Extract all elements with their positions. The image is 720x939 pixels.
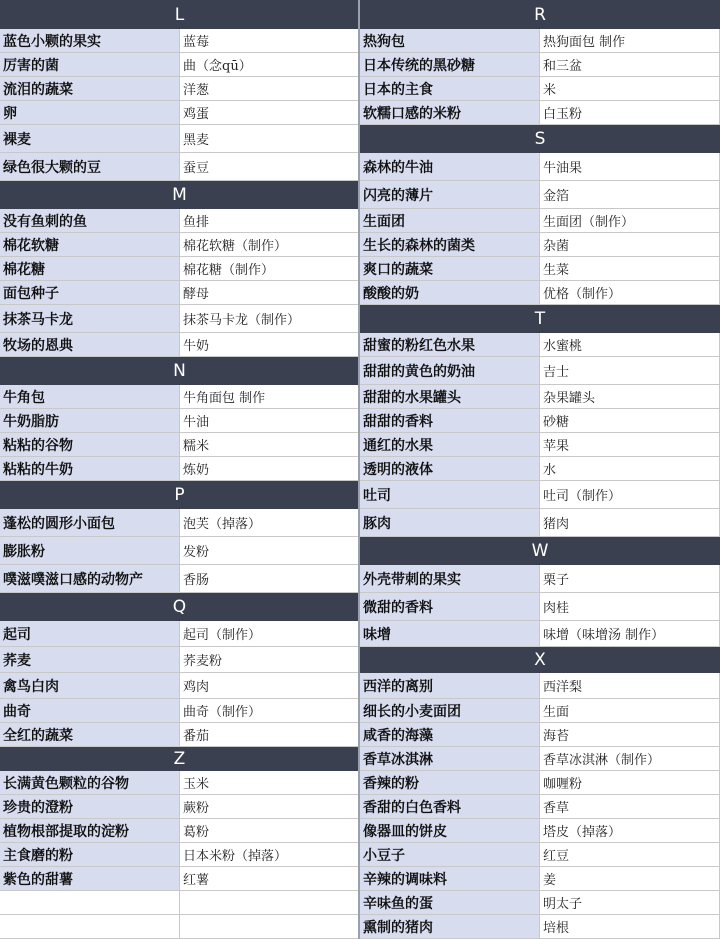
term-cell: 森林的牛油 [360, 153, 540, 181]
table-row [0, 795, 359, 819]
table-row [360, 357, 720, 385]
answer-cell: 玉米 [180, 771, 359, 795]
term-cell: 透明的液体 [360, 457, 540, 481]
answer-cell: 牛油果 [540, 153, 720, 181]
term-cell: 抹茶马卡龙 [0, 305, 180, 333]
answer-cell: 吐司（制作） [540, 481, 720, 509]
answer-cell: 抹茶马卡龙（制作） [180, 305, 359, 333]
table-row [360, 771, 720, 795]
answer-cell: 棉花糖（制作） [180, 257, 359, 281]
term-cell: 甜蜜的粉红色水果 [360, 333, 540, 357]
answer-cell: 香草 [540, 795, 720, 819]
blank-row [0, 891, 359, 915]
term-cell: 面包种子 [0, 281, 180, 305]
table-row [0, 77, 359, 101]
term-cell: 蓝色小颗的果实 [0, 29, 180, 53]
table-row [0, 53, 359, 77]
term-cell: 辛味鱼的蛋 [360, 891, 540, 915]
answer-cell: 苹果 [540, 433, 720, 457]
term-cell: 甜甜的黄色的奶油 [360, 357, 540, 385]
term-cell: 日本的主食 [360, 77, 540, 101]
answer-cell: 白玉粉 [540, 101, 720, 125]
term-cell: 小豆子 [360, 843, 540, 867]
section-header: T [360, 305, 720, 333]
table-row [360, 481, 720, 509]
table-row [0, 867, 359, 891]
answer-cell: 牛油 [180, 409, 359, 433]
answer-cell: 米 [540, 77, 720, 101]
answer-cell: 和三盆 [540, 53, 720, 77]
term-cell: 甜甜的香料 [360, 409, 540, 433]
answer-cell: 洋葱 [180, 77, 359, 101]
term-cell [0, 891, 180, 915]
answer-cell: 红薯 [180, 867, 359, 891]
answer-cell [180, 915, 359, 939]
answer-cell: 砂糖 [540, 409, 720, 433]
answer-cell: 牛奶 [180, 333, 359, 357]
table-row [360, 565, 720, 593]
term-cell: 香辣的粉 [360, 771, 540, 795]
term-cell: 软糯口感的米粉 [360, 101, 540, 125]
table-row [360, 233, 720, 257]
table-row [0, 281, 359, 305]
answer-cell: 塔皮（掉落） [540, 819, 720, 843]
term-cell: 辛辣的调味料 [360, 867, 540, 891]
table-row [0, 537, 359, 565]
answer-cell: 优格（制作） [540, 281, 720, 305]
answer-cell: 肉桂 [540, 593, 720, 621]
table-row [0, 457, 359, 481]
answer-cell [180, 891, 359, 915]
answer-cell: 生面 [540, 699, 720, 723]
term-cell: 蓬松的圆形小面包 [0, 509, 180, 537]
section-header: L [0, 0, 359, 29]
table-row [360, 843, 720, 867]
answer-cell: 鸡蛋 [180, 101, 359, 125]
table-row [0, 723, 359, 747]
term-cell: 牧场的恩典 [0, 333, 180, 357]
answer-cell: 酵母 [180, 281, 359, 305]
term-cell: 主食磨的粉 [0, 843, 180, 867]
term-cell: 像器皿的饼皮 [360, 819, 540, 843]
table-row [360, 257, 720, 281]
table-row [0, 509, 359, 537]
section-header: N [0, 357, 359, 385]
term-cell: 棉花糖 [0, 257, 180, 281]
table-row [360, 699, 720, 723]
table-row [360, 101, 720, 125]
term-cell: 紫色的甜薯 [0, 867, 180, 891]
term-cell: 生面团 [360, 209, 540, 233]
answer-cell: 蚕豆 [180, 153, 359, 181]
table-row [360, 153, 720, 181]
table-row [360, 53, 720, 77]
table-row [360, 593, 720, 621]
table-row [0, 621, 359, 647]
term-cell: 味增 [360, 621, 540, 647]
table-row [0, 233, 359, 257]
section-header: Z [0, 747, 359, 771]
answer-cell: 牛角面包 制作 [180, 385, 359, 409]
term-cell [0, 915, 180, 939]
table-row [360, 915, 720, 939]
answer-cell: 明太子 [540, 891, 720, 915]
term-cell: 西洋的离别 [360, 673, 540, 699]
answer-cell: 棉花软糖（制作） [180, 233, 359, 257]
answer-cell: 发粉 [180, 537, 359, 565]
table-row [0, 409, 359, 433]
answer-cell: 猪肉 [540, 509, 720, 537]
table-row [360, 891, 720, 915]
answer-cell: 西洋梨 [540, 673, 720, 699]
term-cell: 豚肉 [360, 509, 540, 537]
table-row [360, 333, 720, 357]
answer-cell: 生菜 [540, 257, 720, 281]
term-cell: 日本传统的黑砂糖 [360, 53, 540, 77]
answer-cell: 吉士 [540, 357, 720, 385]
table-row [0, 333, 359, 357]
term-cell: 荞麦 [0, 647, 180, 673]
term-cell: 棉花软糖 [0, 233, 180, 257]
table-row [360, 457, 720, 481]
term-cell: 牛角包 [0, 385, 180, 409]
answer-cell: 杂菌 [540, 233, 720, 257]
answer-cell: 荞麦粉 [180, 647, 359, 673]
answer-cell: 金箔 [540, 181, 720, 209]
table-row [360, 819, 720, 843]
answer-cell: 水蜜桃 [540, 333, 720, 357]
term-cell: 熏制的猪肉 [360, 915, 540, 939]
table-row [360, 77, 720, 101]
answer-cell: 栗子 [540, 565, 720, 593]
term-cell: 咸香的海藻 [360, 723, 540, 747]
answer-cell: 香肠 [180, 565, 359, 593]
section-header: X [360, 647, 720, 673]
term-cell: 微甜的香料 [360, 593, 540, 621]
blank-row [0, 915, 359, 939]
term-cell: 厉害的菌 [0, 53, 180, 77]
answer-cell: 姜 [540, 867, 720, 891]
answer-cell: 曲（念qū） [180, 53, 359, 77]
answer-cell: 咖喱粉 [540, 771, 720, 795]
table-row [360, 673, 720, 699]
table-row [0, 209, 359, 233]
term-cell: 牛奶脂肪 [0, 409, 180, 433]
table-row [360, 29, 720, 53]
section-header: M [0, 181, 359, 209]
table-row [360, 209, 720, 233]
answer-cell: 日本米粉（掉落） [180, 843, 359, 867]
answer-cell: 蓝莓 [180, 29, 359, 53]
table-row [0, 125, 359, 153]
table-row [0, 29, 359, 53]
answer-cell: 蕨粉 [180, 795, 359, 819]
answer-cell: 起司（制作） [180, 621, 359, 647]
term-cell: 长满黄色颗粒的谷物 [0, 771, 180, 795]
answer-cell: 香草冰淇淋（制作） [540, 747, 720, 771]
table-row [360, 433, 720, 457]
term-cell: 生长的森林的菌类 [360, 233, 540, 257]
answer-cell: 葛粉 [180, 819, 359, 843]
term-cell: 全红的蔬菜 [0, 723, 180, 747]
section-header: P [0, 481, 359, 509]
table-row [0, 673, 359, 699]
section-header: W [360, 537, 720, 565]
term-cell: 噗滋噗滋口感的动物产 [0, 565, 180, 593]
term-cell: 香甜的白色香料 [360, 795, 540, 819]
table-row [0, 257, 359, 281]
term-cell: 珍贵的澄粉 [0, 795, 180, 819]
table-row [0, 565, 359, 593]
answer-cell: 热狗面包 制作 [540, 29, 720, 53]
answer-cell: 红豆 [540, 843, 720, 867]
answer-cell: 番茄 [180, 723, 359, 747]
table-row [0, 699, 359, 723]
table-row [0, 771, 359, 795]
table-row [360, 723, 720, 747]
term-cell: 裸麦 [0, 125, 180, 153]
table-row [0, 385, 359, 409]
term-cell: 细长的小麦面团 [360, 699, 540, 723]
answer-cell: 鸡肉 [180, 673, 359, 699]
section-header: R [360, 0, 720, 29]
answer-cell: 炼奶 [180, 457, 359, 481]
term-cell: 绿色很大颗的豆 [0, 153, 180, 181]
table-row [360, 867, 720, 891]
term-cell: 闪亮的薄片 [360, 181, 540, 209]
term-cell: 甜甜的水果罐头 [360, 385, 540, 409]
term-cell: 禽鸟白肉 [0, 673, 180, 699]
answer-cell: 培根 [540, 915, 720, 939]
term-cell: 爽口的蔬菜 [360, 257, 540, 281]
term-cell: 粘粘的牛奶 [0, 457, 180, 481]
section-header: S [360, 125, 720, 153]
answer-cell: 生面团（制作） [540, 209, 720, 233]
table-row [0, 305, 359, 333]
term-cell: 没有鱼刺的鱼 [0, 209, 180, 233]
table-row [0, 101, 359, 125]
table-row [0, 843, 359, 867]
term-cell: 吐司 [360, 481, 540, 509]
term-cell: 卵 [0, 101, 180, 125]
term-cell: 粘粘的谷物 [0, 433, 180, 457]
table-row [360, 385, 720, 409]
answer-cell: 曲奇（制作） [180, 699, 359, 723]
term-cell: 外壳带刺的果实 [360, 565, 540, 593]
answer-cell: 海苔 [540, 723, 720, 747]
answer-cell: 糯米 [180, 433, 359, 457]
term-cell: 酸酸的奶 [360, 281, 540, 305]
table-row [0, 153, 359, 181]
section-header: Q [0, 593, 359, 621]
answer-cell: 泡芙（掉落） [180, 509, 359, 537]
table-row [0, 647, 359, 673]
term-cell: 起司 [0, 621, 180, 647]
term-cell: 通红的水果 [360, 433, 540, 457]
table-row [360, 621, 720, 647]
table-row [360, 281, 720, 305]
table-row [360, 509, 720, 537]
answer-cell: 味增（味增汤 制作） [540, 621, 720, 647]
answer-cell: 黑麦 [180, 125, 359, 153]
answer-cell: 水 [540, 457, 720, 481]
table-row [360, 747, 720, 771]
table-row [360, 181, 720, 209]
table-row [360, 795, 720, 819]
term-cell: 曲奇 [0, 699, 180, 723]
term-cell: 流泪的蔬菜 [0, 77, 180, 101]
answer-cell: 杂果罐头 [540, 385, 720, 409]
term-cell: 香草冰淇淋 [360, 747, 540, 771]
term-cell: 植物根部提取的淀粉 [0, 819, 180, 843]
table-row [0, 819, 359, 843]
answer-cell: 鱼排 [180, 209, 359, 233]
term-cell: 热狗包 [360, 29, 540, 53]
table-row [360, 409, 720, 433]
table-row [0, 433, 359, 457]
term-cell: 膨胀粉 [0, 537, 180, 565]
